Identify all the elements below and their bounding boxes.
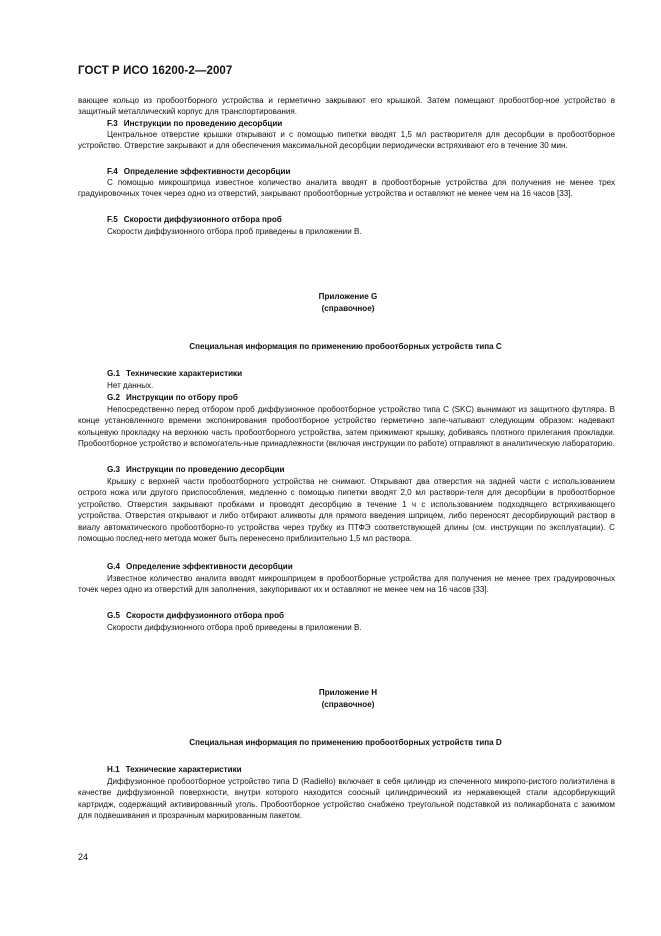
section-title: Технические характеристики xyxy=(126,369,243,378)
section-title: Технические характеристики xyxy=(125,765,242,774)
section-g4-text: Известное количество аналита вводят микрошприцем в пробоотборные устройства для получения не менее трех градуировочных точек через одно из отверстий для заполнения, закупоривают их и оставляют не менее чем на 16 часов [33]. xyxy=(78,574,615,595)
appendix-h-type: (справочное) xyxy=(321,700,375,709)
section-title: Определение эффективности десорбции xyxy=(126,562,293,571)
section-heading-g1 xyxy=(107,368,242,379)
section-f3-text: Центральное отверстие крышки открывают и с помощью пипетки вводят 1,5 мл растворителя для десорбции в пробоотборное устройство. Отверстие закрывают и для обеспечения максимальной десорбции периодически встряхивают его в течение 30 мин. xyxy=(78,130,615,151)
page-number: 24 xyxy=(78,852,89,862)
section-number: Н.1 xyxy=(107,765,120,774)
section-f4-text: С помощью микрошприца известное количество аналита вводят в пробоотборные устройства для получения не менее трех градуировочных точек через одно из отверстий, закрывают пробоотборные устройства и оставляют не менее чем на 16 часов [33]. xyxy=(78,178,615,199)
section-heading-g4 xyxy=(107,561,293,572)
section-number: G.3 xyxy=(107,465,121,474)
section-g3-text: Крышку с верхней части пробоотборного устройства не снимают. Открывают два отверстия на задней части с использованием острого ножа или другого приспособления, медленно с помощью пипетки вводят 2,0 мл раствори-теля для десорбции в пробоотборное устройство. Отверстия закрывают пробками и проводят десорбцию в течение 1 ч с использованием подходящего встряхивающего устройства. Отверстия открывают и либо отбирают аликвоты для прямого введения шприцем, либо переносят десорбирующий раствор в виалу автоматического пробоотборно-го устройства через трубку из ПТФЭ соответствующей длины (см. инструкции по эксплуатации). С помощью послед-него метода может быть перенесено приблизительно 1,5 мл раствора. xyxy=(78,477,615,544)
appendix-g-type: (справочное) xyxy=(321,304,375,313)
section-f5-text: Скорости диффузионного отбора проб приведены в приложении В. xyxy=(107,227,362,236)
section-heading-h1 xyxy=(107,764,242,775)
section-title: Инструкции по проведению десорбции xyxy=(123,119,283,128)
section-number: F.4 xyxy=(107,167,118,176)
document-header: ГОСТ Р ИСО 16200-2—2007 xyxy=(78,65,233,77)
section-number: G.5 xyxy=(107,611,121,620)
section-title: Инструкции по проведению десорбции xyxy=(126,465,285,474)
section-number: F.3 xyxy=(107,119,118,128)
section-number: F.5 xyxy=(107,215,118,224)
section-heading-g5 xyxy=(107,610,284,621)
section-heading-f5 xyxy=(107,214,282,225)
section-g1-text: Нет данных. xyxy=(107,381,154,390)
section-title: Инструкции по отбору проб xyxy=(126,393,238,402)
appendix-h-title: Специальная информация по применению пробоотборных устройств типа D xyxy=(189,738,502,747)
appendix-g-label: Приложение G xyxy=(318,292,378,301)
section-h1-text: Диффузионное пробоотборное устройство типа D (Radiello) включает в себя цилиндр из спеченного микропо-ристого полиэтилена в качестве диффузионной поверхности, внутри которого находится соосный цилиндрический из нержавеющей стали адсорбирующий картридж, содержащий активированный уголь. Пробоотборное устройство снабжено треугольной подставкой из поликарбоната с зажимом для подвешивания и прозрачным маркированным пакетом. xyxy=(78,777,615,821)
section-f-intro: вающее кольцо из пробоотборного устройства и герметично закрывают его крышкой. Затем помещают пробоотбор-ное устройство в защитный металлический корпус для транспортирования. xyxy=(78,96,615,117)
appendix-g-title: Специальная информация по применению пробоотборных устройств типа С xyxy=(189,342,502,351)
section-number: G.4 xyxy=(107,562,121,571)
section-number: G.1 xyxy=(107,369,121,378)
appendix-h-label: Приложение H xyxy=(318,688,378,697)
section-heading-f4 xyxy=(107,166,290,177)
section-title: Скорости диффузионного отбора проб xyxy=(126,611,285,620)
section-heading-g3 xyxy=(107,464,285,475)
section-number: G.2 xyxy=(107,393,121,402)
section-g2-text: Непосредственно перед отбором проб диффузионное пробоотборное устройство типа С (SKC) вынимают из защитного футляра. В конце установленного времени экспонирования пробоотборное устройство герметично запе-чатывают следующим образом: надевают кольцевую прокладку на верхнюю часть пробоотборного устройства, затем прижимают крышку, добиваясь плотного прилегания прокладки. Пробоотборное устройство и вспомогатель-ные принадлежности (включая инструкции по работе) отправляют в аналитическую лабораторию. xyxy=(78,405,615,449)
section-title: Скорости диффузионного отбора проб xyxy=(123,215,282,224)
section-g5-text: Скорости диффузионного отбора проб приведены в приложении В. xyxy=(107,623,362,632)
section-heading-g2 xyxy=(107,392,238,403)
section-title: Определение эффективности десорбции xyxy=(123,167,291,176)
section-heading-f3 xyxy=(107,118,282,129)
